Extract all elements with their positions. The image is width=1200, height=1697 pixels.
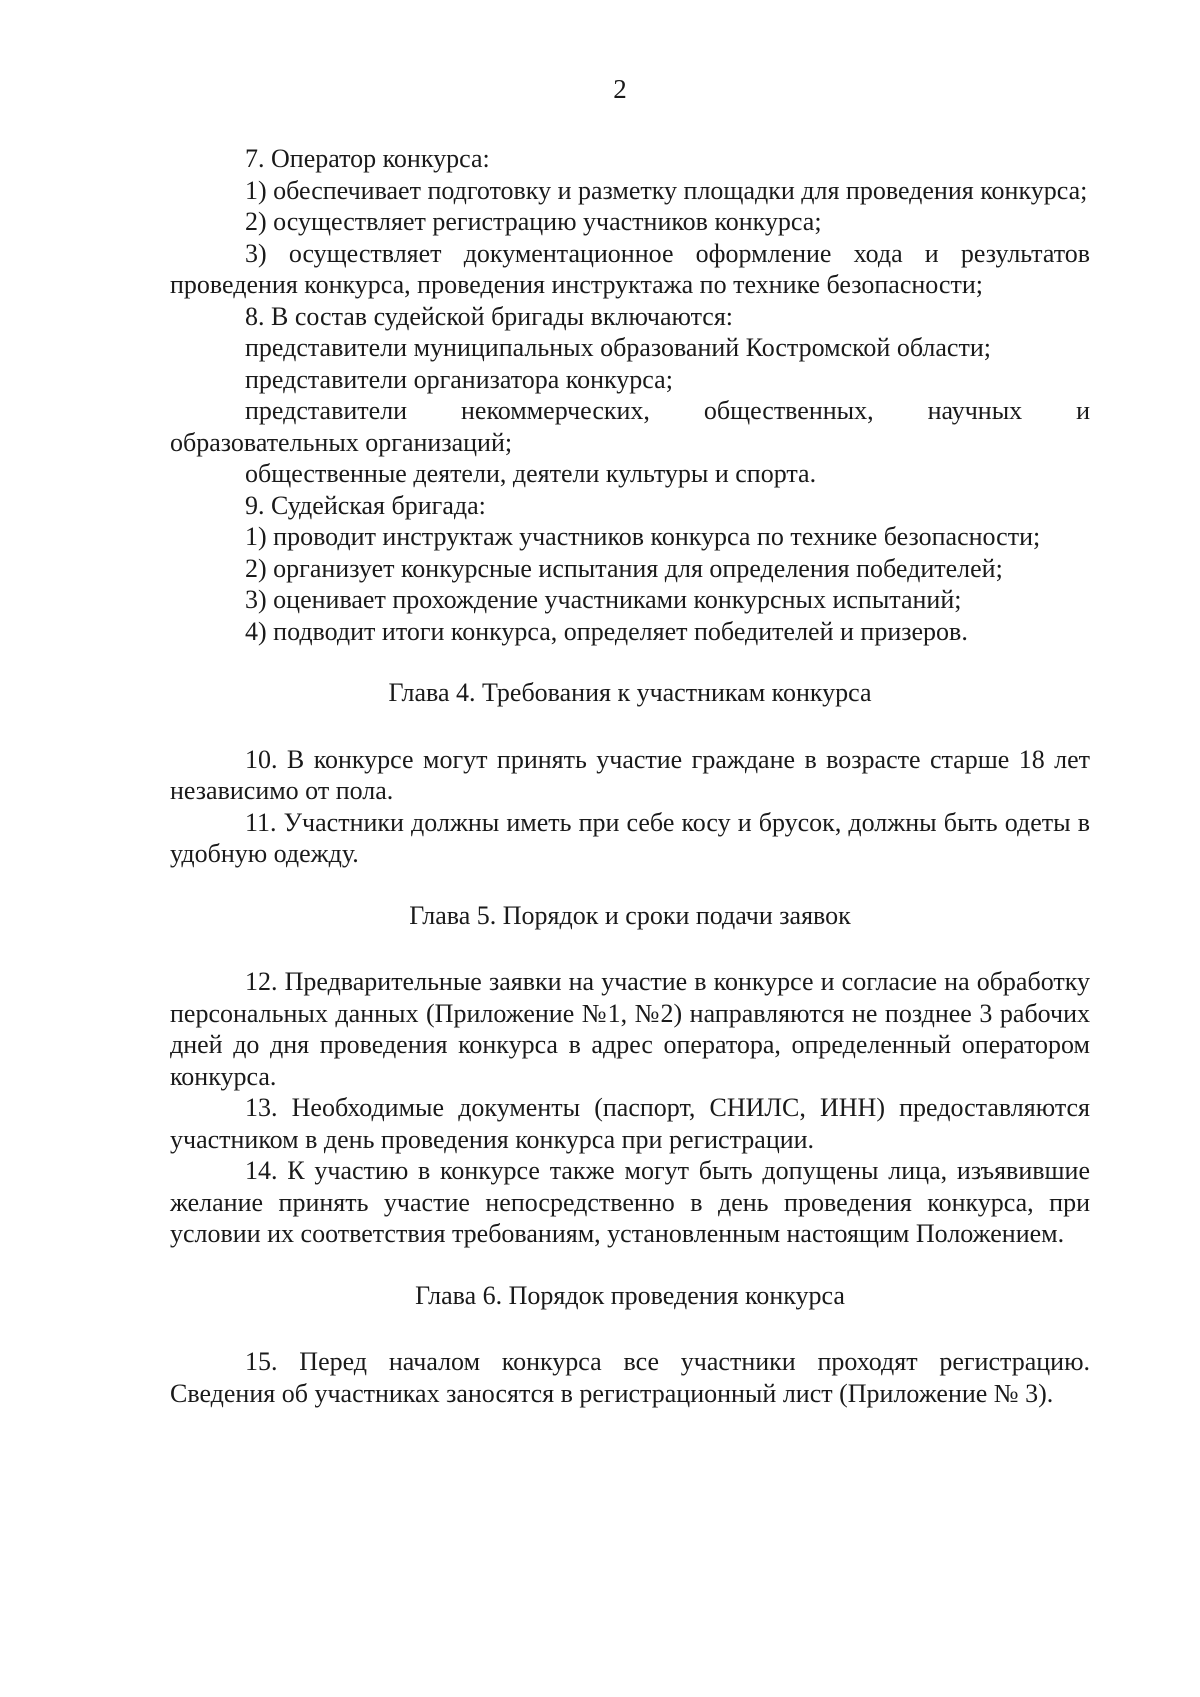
clause-8-item-1: представители муниципальных образований Костромской области; [245,333,991,362]
chapter-6-heading: Глава 6. Порядок проведения конкурса [415,1280,845,1310]
clause-9-item-3: 3) оценивает прохождение участниками конкурсных испытаний; [245,585,962,614]
chapter-4-heading: Глава 4. Требования к участникам конкурса [388,678,872,707]
clause-10: 10. В конкурсе могут принять участие граждане в возрасте старше 18 лет независимо от пола. [170,744,1090,805]
clause-8-item-3: представители некоммерческих, общественных, научных и образовательных организаций; [170,396,1090,457]
page-number: 2 [613,74,627,104]
chapter-5-heading: Глава 5. Порядок и сроки подачи заявок [409,900,851,930]
document-body [170,143,1090,1409]
clause-14: 14. К участию в конкурсе также могут быть допущены лица, изъявившие желание принять участие непосредственно в день проведения конкурса, при условии их соответствия требованиям, установленным настоящим Положением. [170,1156,1090,1248]
clause-9: 9. Судейская бригада: [245,490,486,520]
clause-8-item-2: представители организатора конкурса; [245,364,673,394]
clause-7-item-2: 2) осуществляет регистрацию участников конкурса; [245,207,822,236]
clause-9-item-2: 2) организует конкурсные испытания для определения победителей; [245,553,1003,583]
clause-8-item-4: общественные деятели, деятели культуры и спорта. [245,459,817,488]
clause-7-item-3: 3) осуществляет документационное оформление хода и результатов проведения конкурса, проведения инструктажа по технике безопасности; [170,238,1090,299]
clause-8: 8. В состав судейской бригады включаются: [245,301,734,331]
clause-7-item-1: 1) обеспечивает подготовку и разметку площадки для проведения конкурса; [245,175,1088,205]
clause-15: 15. Перед началом конкурса все участники проходят регистрацию. Сведения об участниках заносятся в регистрационный лист (Приложение № 3). [170,1347,1090,1408]
clause-12: 12. Предварительные заявки на участие в конкурсе и согласие на обработку персональных данных (Приложение №1, №2) направляются не позднее 3 рабочих дней до дня проведения конкурса в адрес оператора, определенный оператором конкурса. [170,967,1090,1091]
clause-7: 7. Оператор конкурса: [245,144,490,173]
clause-9-item-1: 1) проводит инструктаж участников конкурса по технике безопасности; [245,522,1041,551]
clause-13: 13. Необходимые документы (паспорт, СНИЛС, ИНН) предоставляются участником в день проведения конкурса при регистрации. [170,1093,1090,1154]
clause-11: 11. Участники должны иметь при себе косу и брусок, должны быть одеты в удобную одежду. [170,807,1090,868]
clause-9-item-4: 4) подводит итоги конкурса, определяет победителей и призеров. [245,616,968,646]
